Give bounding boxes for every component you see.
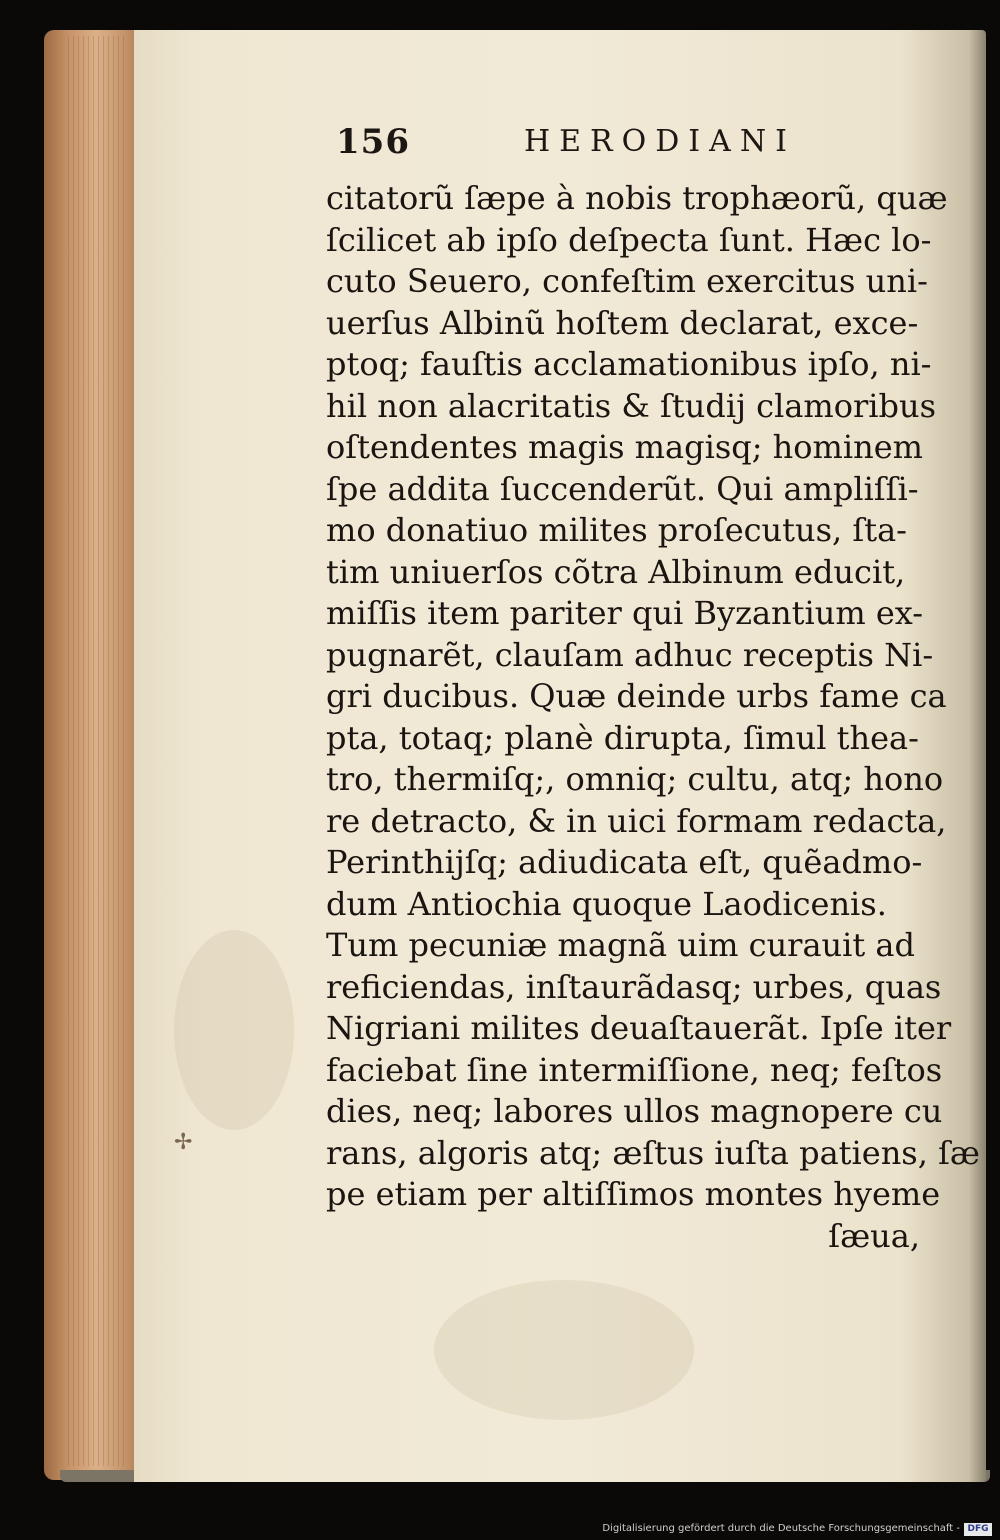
text-line: dies, neq; labores ullos magnopere cu [326, 1092, 943, 1130]
text-line: oſtendentes magis magisq; hominem [326, 428, 924, 466]
running-head [336, 122, 926, 172]
text-line: re detracto, & in uici formam redacta, [326, 801, 947, 840]
catchword: ſæua, [828, 1216, 920, 1255]
text-line: tro, thermiſq;, omniq; cultu, atq; hono [326, 760, 944, 798]
dfg-logo: DFG [964, 1523, 992, 1536]
margin-mark-icon: ✢ [174, 1130, 193, 1155]
text-line: ſpe addita ſuccenderũt. Qui ampliſſi- [326, 469, 919, 508]
text-line: pugnarẽt, clauſam adhuc receptis Ni- [326, 635, 934, 674]
text-line: Nigriani milites deuaſtauerãt. Ipſe iter [326, 1009, 952, 1047]
text-line: tim uniuerſos cõtra Albinum educit, [326, 552, 906, 591]
book-edge-pages [68, 36, 128, 1466]
footer-bar [0, 1520, 1000, 1540]
text-line: pta, totaq; planè dirupta, ſimul thea- [326, 718, 919, 757]
body-text [326, 178, 980, 1257]
text-line: citatorũ ſæpe à nobis trophæorũ, quæ [326, 179, 948, 217]
text-line: gri ducibus. Quæ deinde urbs fame ca [326, 677, 947, 715]
text-line: ſcilicet ab ipſo deſpecta ſunt. Hæc lo- [326, 220, 932, 259]
page-number: 156 [336, 122, 410, 162]
text-line: rans, algoris atq; æſtus iuſta patiens, ſæ [326, 1133, 980, 1172]
page-stain [174, 930, 294, 1130]
text-line: mo donatiuo milites proſecutus, ſta- [326, 511, 907, 549]
running-title: HERODIANI [524, 124, 796, 159]
text-line: miſſis item pariter qui Byzantium ex- [326, 594, 924, 632]
text-line: hil non alacritatis & ſtudij clamoribus [326, 386, 937, 425]
digitization-credit: Digitalisierung gefördert durch die Deutsche Forschungsgemeinschaft - [602, 1523, 960, 1534]
text-line: ptoq; fauſtis acclamationibus ipſo, ni- [326, 345, 932, 383]
text-line: reficiendas, inſtaurãdasq; urbes, quas [326, 967, 942, 1006]
text-line: cuto Seuero, confeſtim exercitus uni- [326, 262, 928, 300]
text-line: uerſus Albinũ hoſtem declarat, exce- [326, 303, 919, 342]
text-line: pe etiam per altiſſimos montes hyeme [326, 1175, 941, 1213]
text-line: Tum pecuniæ magnã uim curauit ad [326, 926, 915, 964]
page-stain [434, 1280, 694, 1420]
text-line: dum Antiochia quoque Laodicenis. [326, 884, 887, 923]
text-line: Perinthijſq; adiudicata eſt, quẽadmo- [326, 843, 923, 881]
text-line: faciebat ſine intermiſſione, neq; feſtos [326, 1050, 943, 1089]
